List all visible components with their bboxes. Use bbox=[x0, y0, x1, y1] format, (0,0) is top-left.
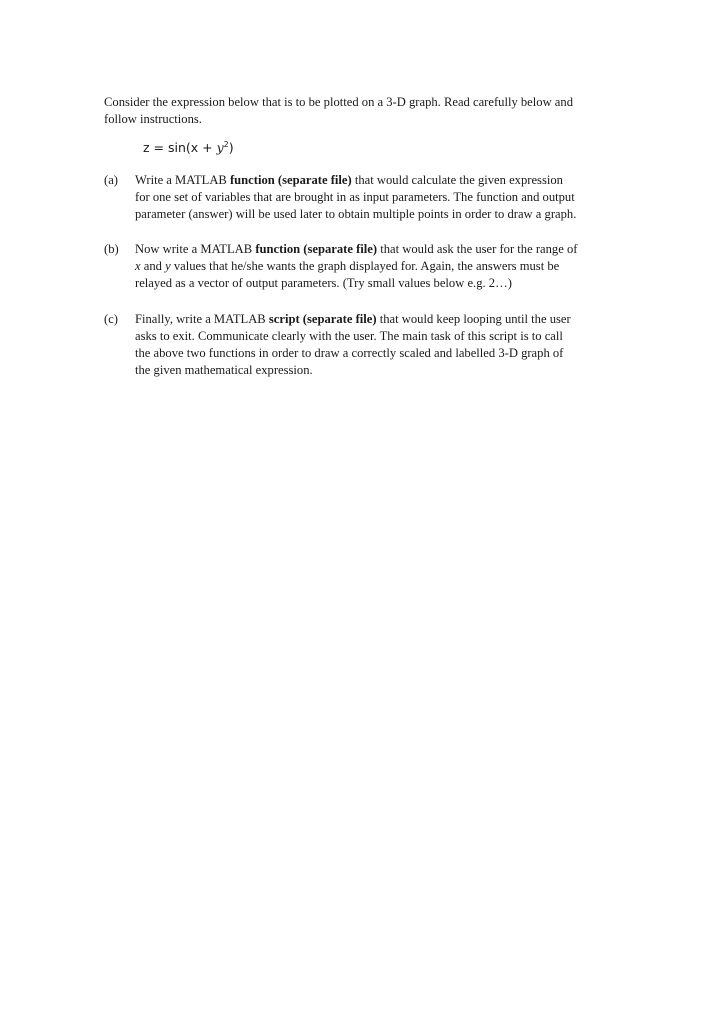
equation-variable-y: y bbox=[216, 140, 224, 155]
question-a-emphasis: function (separate file) bbox=[229, 173, 352, 187]
question-b-var-y: y bbox=[165, 259, 171, 273]
question-c-body bbox=[135, 311, 615, 379]
question-c-line-4: the given mathematical expression. bbox=[135, 363, 313, 377]
equation-rhs: ) bbox=[228, 140, 234, 155]
question-c-emphasis: script (separate file) bbox=[268, 312, 377, 326]
intro-line-1: Consider the expression below that is to be plotted on a 3-D graph. Read carefully below and bbox=[104, 95, 573, 109]
question-a-line-1-pre: Write a MATLAB bbox=[135, 173, 230, 187]
intro-line-2: follow instructions. bbox=[104, 112, 202, 126]
question-b-line-2-post: values that he/she wants the graph displayed for. Again, the answers must be bbox=[170, 259, 560, 273]
question-c bbox=[104, 311, 620, 379]
question-b-line-2-mid: and bbox=[140, 259, 166, 273]
question-b-label: (b) bbox=[104, 242, 119, 256]
equation-lhs: z = sin(x + bbox=[143, 140, 217, 155]
question-c-label: (c) bbox=[104, 312, 118, 326]
question-c-line-2: asks to exit. Communicate clearly with the user. The main task of this script is to call bbox=[135, 329, 563, 343]
question-a-line-1-post: that would calculate the given expression bbox=[351, 173, 563, 187]
question-b-line-1-pre: Now write a MATLAB bbox=[135, 242, 256, 256]
question-b-line-2 bbox=[135, 258, 615, 275]
question-b-emphasis: function (separate file) bbox=[255, 242, 378, 256]
intro-paragraph bbox=[104, 94, 620, 128]
question-b-body bbox=[135, 241, 615, 292]
question-a-line-3: parameter (answer) will be used later to obtain multiple points in order to draw a graph. bbox=[135, 207, 577, 221]
question-c-line-1 bbox=[135, 311, 615, 328]
equation bbox=[143, 139, 234, 156]
question-b-line-1-post: that would ask the user for the range of bbox=[377, 242, 578, 256]
equation-exponent: 2 bbox=[223, 139, 229, 149]
question-b-line-3: relayed as a vector of output parameters. (Try small values below e.g. 2…) bbox=[135, 276, 512, 290]
question-b-line-1 bbox=[135, 241, 615, 258]
question-a-label: (a) bbox=[104, 173, 118, 187]
question-a-line-2: for one set of variables that are brought in as input parameters. The function and output bbox=[135, 190, 575, 204]
question-b-var-x: x bbox=[135, 259, 141, 273]
question-a-body bbox=[135, 172, 615, 223]
question-a bbox=[104, 172, 620, 223]
question-a-line-1 bbox=[135, 172, 615, 189]
question-c-line-1-pre: Finally, write a MATLAB bbox=[135, 312, 269, 326]
question-c-line-1-post: that would keep looping until the user bbox=[376, 312, 571, 326]
question-c-line-3: the above two functions in order to draw a correctly scaled and labelled 3-D graph of bbox=[135, 346, 564, 360]
question-b bbox=[104, 241, 620, 292]
